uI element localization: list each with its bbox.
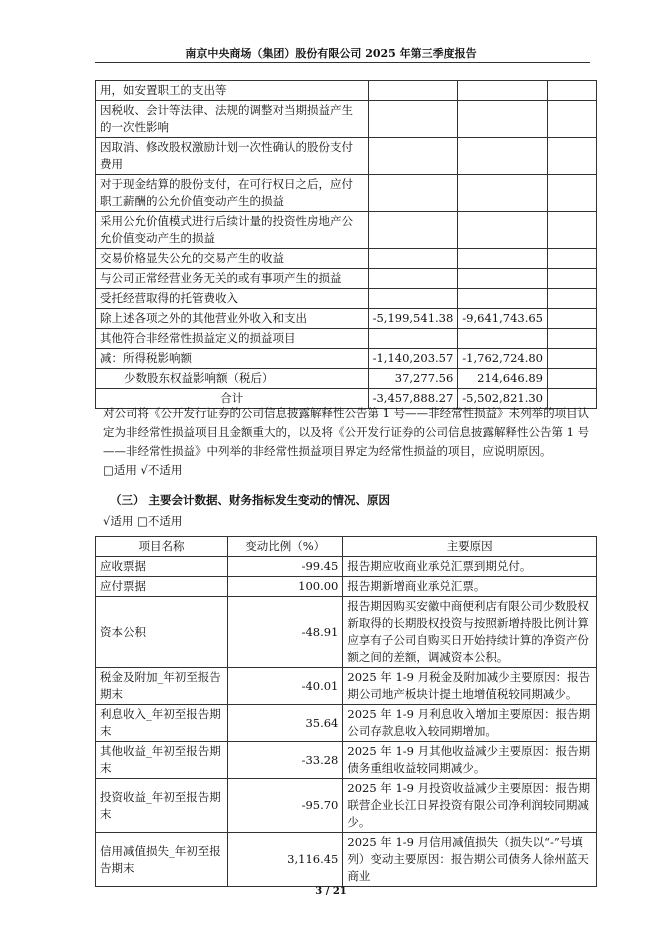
cell-reason: 2025 年 1-9 月信用减值损失（损失以“-”号填列）变动主要原因：报告期公司债务人徐州蓝天商业 <box>343 833 597 887</box>
cell-a <box>368 138 458 175</box>
cell-a <box>368 269 458 289</box>
cell-b <box>458 289 548 309</box>
cell-item: 除上述各项之外的其他营业外收入和支出 <box>96 309 369 329</box>
table-row <box>96 101 597 138</box>
table-row <box>96 289 597 309</box>
cell-reason: 2025 年 1-9 月利息收入增加主要原因：报告期公司存款息收入较同期增加。 <box>343 705 597 742</box>
table-row <box>96 742 597 779</box>
table-row <box>96 269 597 289</box>
cell-c <box>548 175 597 212</box>
cell-name: 应收票据 <box>96 557 228 577</box>
cell-c <box>548 329 597 349</box>
cell-pct: -48.91 <box>228 597 343 668</box>
cell-a <box>368 249 458 269</box>
cell-a: -3,457,888.27 <box>368 389 458 409</box>
cell-item: 因税收、会计等法律、法规的调整对当期损益产生的一次性影响 <box>96 101 369 138</box>
cell-b <box>458 249 548 269</box>
cell-b <box>458 81 548 101</box>
cell-a <box>368 101 458 138</box>
header-pct: 变动比例（%） <box>228 537 343 557</box>
cell-c <box>548 212 597 249</box>
cell-c <box>548 369 597 389</box>
cell-item: 与公司正常经营业务无关的或有事项产生的损益 <box>96 269 369 289</box>
header-rule <box>95 62 590 63</box>
cell-a <box>368 212 458 249</box>
table-row <box>96 309 597 329</box>
cell-reason: 2025 年 1-9 月税金及附加减少主要原因：报告期公司地产板块计提土地增值税较同期减少。 <box>343 668 597 705</box>
cell-item: 对于现金结算的股份支付，在可行权日之后，应付职工薪酬的公允价值变动产生的损益 <box>96 175 369 212</box>
cell-name: 应付票据 <box>96 577 228 597</box>
table-header-row <box>96 537 597 557</box>
cell-c <box>548 101 597 138</box>
cell-a <box>368 81 458 101</box>
cell-pct: -99.45 <box>228 557 343 577</box>
table-row <box>96 349 597 369</box>
table-row <box>96 779 597 833</box>
cell-name: 信用减值损失_年初至报告期末 <box>96 833 228 887</box>
cell-c <box>548 349 597 369</box>
table-row <box>96 81 597 101</box>
cell-name: 利息收入_年初至报告期末 <box>96 705 228 742</box>
cell-a <box>368 329 458 349</box>
table-row <box>96 705 597 742</box>
table-row <box>96 369 597 389</box>
table-row <box>96 833 597 887</box>
cell-pct: 35.64 <box>228 705 343 742</box>
header-reason: 主要原因 <box>343 537 597 557</box>
cell-c <box>548 309 597 329</box>
page-number: 3 / 21 <box>315 886 347 897</box>
cell-item: 采用公允价值模式进行后续计量的投资性房地产公允价值变动产生的损益 <box>96 212 369 249</box>
table-row <box>96 138 597 175</box>
cell-reason: 2025 年 1-9 月投资收益减少主要原因：报告期联营企业长江日昇投资有限公司净利润较同期减少。 <box>343 779 597 833</box>
cell-reason: 报告期应收商业承兑汇票到期兑付。 <box>343 557 597 577</box>
cell-b <box>458 269 548 289</box>
cell-a: 37,277.56 <box>368 369 458 389</box>
cell-c <box>548 138 597 175</box>
cell-pct: 100.00 <box>228 577 343 597</box>
cell-item: 减：所得税影响额 <box>96 349 369 369</box>
section-title: （三） 主要会计数据、财务指标发生变动的情况、原因 <box>110 493 391 507</box>
cell-b <box>458 212 548 249</box>
explanation-paragraph: 对公司将《公开发行证券的公司信息披露解释性公告第 1 号——非经常性损益》未列举的项目认定为非经常性损益项目且金额重大的，以及将《公开发行证券的公司信息披露解释性公告第 1 号——非经常性损益》中列举的非经常性损益项目界定为经常性损益的项目，应说明原因。 <box>103 406 590 458</box>
cell-pct: -95.70 <box>228 779 343 833</box>
table-row <box>96 668 597 705</box>
cell-b: -9,641,743.65 <box>458 309 548 329</box>
cell-c <box>548 289 597 309</box>
cell-a <box>368 289 458 309</box>
cell-b <box>458 175 548 212</box>
table-row <box>96 597 597 668</box>
applicability-check-1: □适用 √不适用 <box>103 463 183 477</box>
cell-name: 投资收益_年初至报告期末 <box>96 779 228 833</box>
cell-item: 少数股东权益影响额（税后） <box>96 369 369 389</box>
cell-reason: 报告期新增商业承兑汇票。 <box>343 577 597 597</box>
cell-pct: -33.28 <box>228 742 343 779</box>
cell-b: -1,762,724.80 <box>458 349 548 369</box>
cell-pct: -40.01 <box>228 668 343 705</box>
cell-a: -1,140,203.57 <box>368 349 458 369</box>
table-row <box>96 577 597 597</box>
cell-c <box>548 249 597 269</box>
header-name: 项目名称 <box>96 537 228 557</box>
cell-b <box>458 101 548 138</box>
cell-name: 其他收益_年初至报告期末 <box>96 742 228 779</box>
cell-item: 受托经营取得的托管费收入 <box>96 289 369 309</box>
changes-table <box>95 536 597 887</box>
cell-b <box>458 329 548 349</box>
table-row <box>96 249 597 269</box>
cell-b <box>458 138 548 175</box>
cell-name: 税金及附加_年初至报告期末 <box>96 668 228 705</box>
cell-item: 因取消、修改股权激励计划一次性确认的股份支付费用 <box>96 138 369 175</box>
cell-pct: 3,116.45 <box>228 833 343 887</box>
cell-b: -5,502,821.30 <box>458 389 548 409</box>
cell-item: 交易价格显失公允的交易产生的收益 <box>96 249 369 269</box>
cell-item: 用，如安置职工的支出等 <box>96 81 369 101</box>
cell-item: 合计 <box>96 389 369 409</box>
cell-reason: 报告期因购买安徽中商便利店有限公司少数股权新取得的长期股权投资与按照新增持股比例计算应享有子公司自购买日开始持续计算的净资产份额之间的差额，调减资本公积。 <box>343 597 597 668</box>
cell-reason: 2025 年 1-9 月其他收益减少主要原因：报告期债务重组收益较同期减少。 <box>343 742 597 779</box>
table-row <box>96 557 597 577</box>
cell-c <box>548 81 597 101</box>
cell-name: 资本公积 <box>96 597 228 668</box>
cell-c <box>548 269 597 289</box>
table-row <box>96 212 597 249</box>
table-row <box>96 175 597 212</box>
applicability-check-2: √适用 □不适用 <box>103 514 183 528</box>
cell-b: 214,646.89 <box>458 369 548 389</box>
cell-item: 其他符合非经常性损益定义的损益项目 <box>96 329 369 349</box>
non-recurring-table <box>95 80 597 409</box>
table-row <box>96 329 597 349</box>
cell-a: -5,199,541.38 <box>368 309 458 329</box>
page-header: 南京中央商场（集团）股份有限公司 2025 年第三季度报告 <box>185 47 477 60</box>
cell-a <box>368 175 458 212</box>
